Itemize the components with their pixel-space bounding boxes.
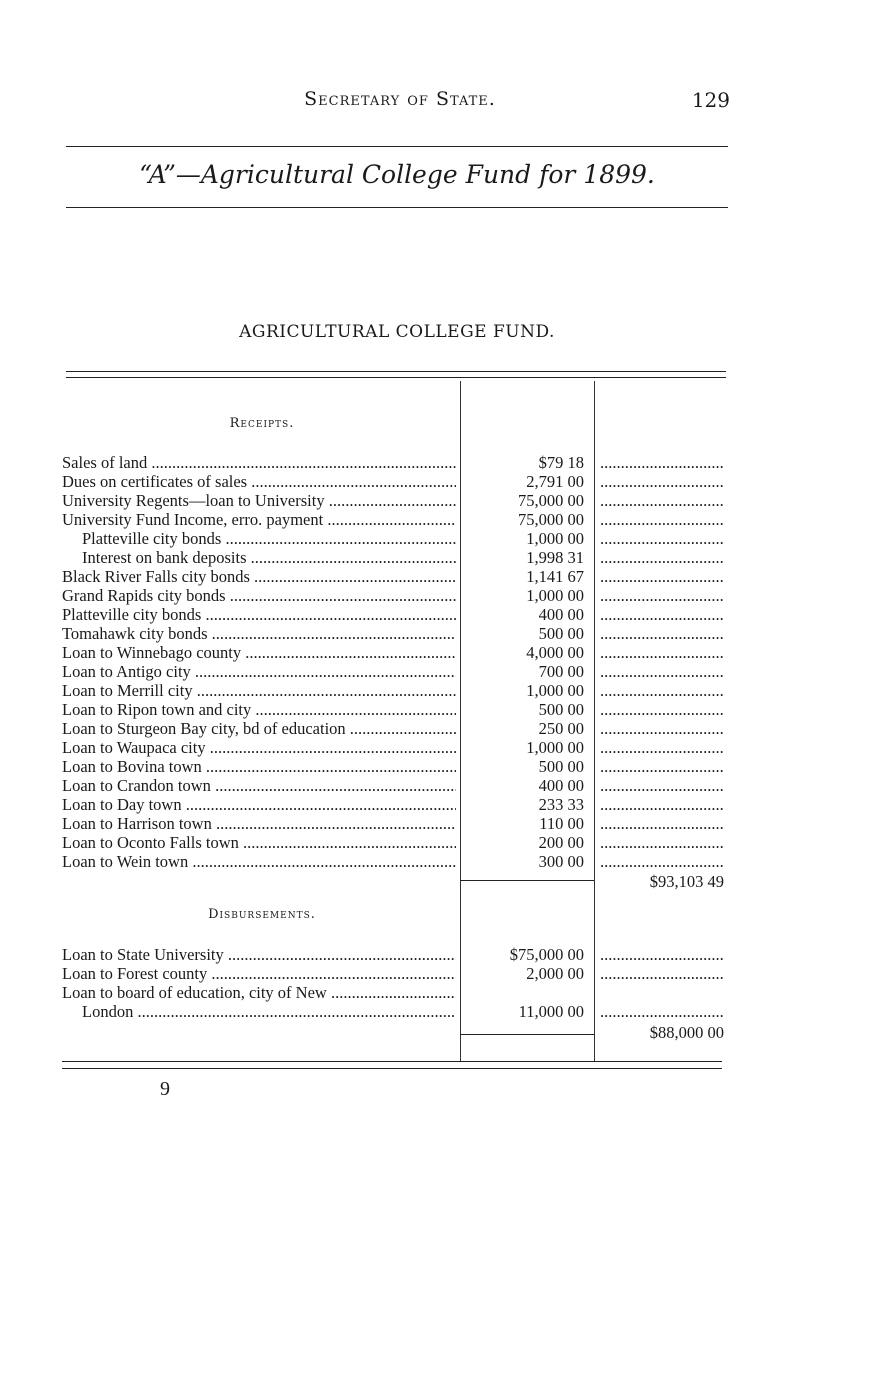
running-head-title: Secretary of State.	[304, 88, 496, 110]
signature-mark: 9	[160, 1078, 170, 1100]
row-amount: 75,000 00	[518, 510, 584, 529]
row-amount: 110 00	[539, 814, 584, 833]
receipts-heading: Receipts.	[229, 416, 295, 431]
total-column-leader	[600, 491, 724, 510]
column-divider-1	[460, 381, 461, 1061]
row-amount: 1,000 00	[526, 738, 584, 757]
row-label: Loan to Oconto Falls town .....	[62, 833, 456, 852]
row-amount: 200 00	[538, 833, 584, 852]
row-amount: 1,000 00	[526, 529, 584, 548]
row-label: Loan to Merrill city .....	[62, 681, 456, 700]
row-amount: 233 33	[538, 795, 584, 814]
row-label: Grand Rapids city bonds .....	[62, 586, 456, 605]
total-column-leader	[600, 605, 724, 624]
row-amount: 4,000 00	[526, 643, 584, 662]
total-column-leader	[600, 945, 724, 964]
disbursements-total: $88,000 00	[649, 1023, 724, 1042]
total-column-leader	[600, 586, 724, 605]
column-divider-2	[594, 381, 595, 1061]
row-amount: $75,000 00	[509, 945, 584, 964]
row-label: Sales of land .....	[62, 453, 456, 472]
row-amount: 2,000 00	[526, 964, 584, 983]
total-column-leader	[600, 719, 724, 738]
row-label: Loan to Wein town .....	[62, 852, 456, 871]
row-label: Loan to Winnebago county .....	[62, 643, 456, 662]
receipts-total: $93,103 49	[649, 872, 724, 891]
row-amount: 1,000 00	[526, 586, 584, 605]
row-amount: 1,998 31	[526, 548, 584, 567]
row-amount: 75,000 00	[518, 491, 584, 510]
total-column-leader	[600, 814, 724, 833]
row-amount: 500 00	[538, 757, 584, 776]
table-bottom-rule-2	[62, 1068, 722, 1069]
total-column-leader	[600, 510, 724, 529]
table-top-rule-1	[66, 371, 726, 372]
disbursements-heading: Disbursements.	[208, 907, 316, 922]
total-column-leader	[600, 472, 724, 491]
section-subtitle: “A”—Agricultural College Fund for 1899.	[139, 160, 655, 189]
fund-title: AGRICULTURAL COLLEGE FUND.	[239, 322, 555, 342]
header-rule	[66, 146, 728, 147]
total-column-leader	[600, 757, 724, 776]
row-label: Loan to Waupaca city .....	[62, 738, 456, 757]
total-column-leader	[600, 795, 724, 814]
row-amount: 1,141 67	[526, 567, 584, 586]
row-amount: 500 00	[538, 624, 584, 643]
total-column-leader	[600, 852, 724, 871]
total-column-leader	[600, 964, 724, 983]
row-label: Loan to Ripon town and city .....	[62, 700, 456, 719]
row-label: Tomahawk city bonds .....	[62, 624, 456, 643]
row-label: Loan to Bovina town .....	[62, 757, 456, 776]
row-amount: $79 18	[538, 453, 584, 472]
row-amount: 300 00	[538, 852, 584, 871]
row-label: Loan to Day town .....	[62, 795, 456, 814]
row-label: London .....	[62, 1002, 456, 1021]
receipts-subtotal-rule	[460, 880, 594, 881]
row-amount: 11,000 00	[518, 1002, 584, 1021]
total-column-leader	[600, 567, 724, 586]
total-column-leader	[600, 681, 724, 700]
page-number: 129	[691, 88, 730, 112]
row-label: Platteville city bonds .....	[62, 529, 456, 548]
table-top-rule-2	[66, 377, 726, 378]
total-column-leader	[600, 662, 724, 681]
row-label: Loan to State University .....	[62, 945, 456, 964]
row-amount: 250 00	[538, 719, 584, 738]
table-bottom-rule-1	[62, 1061, 722, 1062]
row-amount: 400 00	[538, 776, 584, 795]
row-label: Black River Falls city bonds .....	[62, 567, 456, 586]
total-column-leader	[600, 833, 724, 852]
total-column-leader	[600, 624, 724, 643]
total-column-leader	[600, 529, 724, 548]
row-label: Loan to Antigo city .....	[62, 662, 456, 681]
subtitle-rule	[66, 207, 728, 208]
row-amount: 1,000 00	[526, 681, 584, 700]
total-column-leader	[600, 700, 724, 719]
disbursements-subtotal-rule	[460, 1034, 594, 1035]
total-column-leader	[600, 548, 724, 567]
total-column-leader	[600, 453, 724, 472]
total-column-leader	[600, 1002, 724, 1021]
row-label: University Fund Income, erro. payment .....	[62, 510, 456, 529]
row-amount: 500 00	[538, 700, 584, 719]
row-label: Platteville city bonds .....	[62, 605, 456, 624]
row-amount: 700 00	[538, 662, 584, 681]
total-column-leader	[600, 776, 724, 795]
row-label: Loan to Crandon town .....	[62, 776, 456, 795]
row-label: Loan to Sturgeon Bay city, bd of education .....	[62, 719, 456, 738]
row-label: University Regents—loan to University .....	[62, 491, 456, 510]
total-column-leader	[600, 738, 724, 757]
total-column-leader	[600, 643, 724, 662]
row-amount: 2,791 00	[526, 472, 584, 491]
row-amount: 400 00	[538, 605, 584, 624]
row-label: Interest on bank deposits .....	[62, 548, 456, 567]
row-label: Dues on certificates of sales .....	[62, 472, 456, 491]
row-label: Loan to board of education, city of New .....	[62, 983, 456, 1002]
row-label: Loan to Forest county .....	[62, 964, 456, 983]
row-label: Loan to Harrison town .....	[62, 814, 456, 833]
